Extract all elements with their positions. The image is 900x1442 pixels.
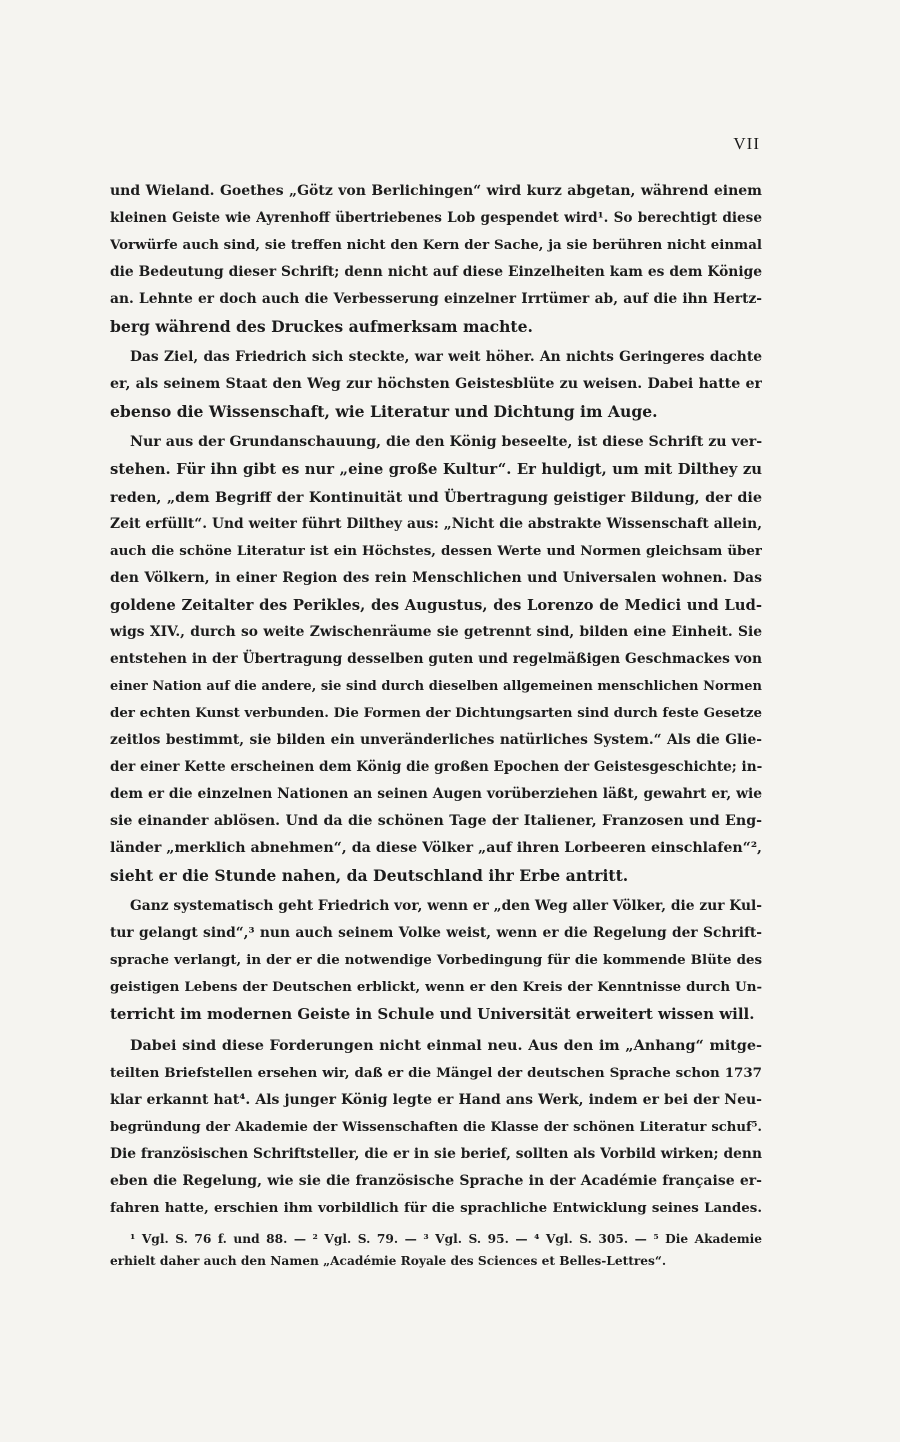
text-line: auch die schöne Literatur ist ein Höchstes, dessen Werte und Normen gleichsam über xyxy=(110,542,762,559)
text-line: Vorwürfe auch sind, sie treffen nicht den Kern der Sache, ja sie berühren nicht einmal xyxy=(110,237,762,254)
paragraph xyxy=(110,344,762,425)
text-line: sprache verlangt, in der er die notwendige Vorbedingung für die kommende Blüte des xyxy=(110,952,762,969)
paragraph xyxy=(110,178,762,340)
text-line: kleinen Geiste wie Ayrenhoff übertriebenes Lob gespendet wird¹. So berechtigt diese xyxy=(110,210,762,227)
text-line: berg während des Druckes aufmerksam machte. xyxy=(110,317,533,337)
text-line: tur gelangt sind“,³ nun auch seinem Volke weist, wenn er die Regelung der Schrift- xyxy=(110,925,762,942)
paragraph xyxy=(110,429,762,889)
paragraph xyxy=(110,893,762,1028)
text-line: die Bedeutung dieser Schrift; denn nicht auf diese Einzelheiten kam es dem Könige xyxy=(110,264,762,281)
footnote-line: erhielt daher auch den Namen „Académie Royale des Sciences et Belles-Lettres“. xyxy=(110,1253,667,1268)
text-line: an. Lehnte er doch auch die Verbesserung einzelner Irrtümer ab, auf die ihn Hertz- xyxy=(110,291,762,308)
paragraph xyxy=(110,1032,762,1221)
text-line: einer Nation auf die andere, sie sind durch dieselben allgemeinen menschlichen Normen xyxy=(110,678,762,694)
text-line: Zeit erfüllt“. Und weiter führt Dilthey aus: „Nicht die abstrakte Wissenschaft allein, xyxy=(110,515,762,532)
text-line: und Wieland. Goethes „Götz von Berlichingen“ wird kurz abgetan, während einem xyxy=(110,183,762,199)
text-line: der echten Kunst verbunden. Die Formen der Dichtungsarten sind durch feste Gesetze xyxy=(110,704,762,721)
text-line: goldene Zeitalter des Perikles, des Augustus, des Lorenzo de Medici und Lud- xyxy=(110,596,762,614)
text-line: dem er die einzelnen Nationen an seinen Augen vorüberziehen läßt, gewahrt er, wie xyxy=(110,786,762,803)
text-line: reden, „dem Begriff der Kontinuität und Übertragung geistiger Bildung, der die xyxy=(110,488,762,506)
text-line: länder „merklich abnehmen“, da diese Völker „auf ihren Lorbeeren einschlafen“², xyxy=(110,840,762,857)
text-line: sie einander ablösen. Und da die schönen Tage der Italiener, Franzosen und Eng- xyxy=(110,813,762,830)
text-line: Die französischen Schriftsteller, die er in sie berief, sollten als Vorbild wirken; denn xyxy=(110,1145,762,1162)
text-line: terricht im modernen Geiste in Schule und Universität erweitert wissen will. xyxy=(110,1005,755,1024)
text-line: entstehen in der Übertragung desselben guten und regelmäßigen Geschmackes von xyxy=(110,650,762,667)
text-line: stehen. Für ihn gibt es nur „eine große Kultur“. Er huldigt, um mit Dilthey zu xyxy=(110,461,762,479)
text-line: Ganz systematisch geht Friedrich vor, wenn er „den Weg aller Völker, die zur Kul- xyxy=(130,898,762,915)
text-line: Das Ziel, das Friedrich sich steckte, war weit höher. An nichts Geringeres dachte xyxy=(130,349,762,366)
footnotes xyxy=(110,1228,762,1272)
text-line: wigs XIV., durch so weite Zwischenräume sie getrennt sind, bilden eine Einheit. Sie xyxy=(110,623,762,640)
text-line: klar erkannt hat⁴. Als junger König legte er Hand ans Werk, indem er bei der Neu- xyxy=(110,1091,762,1108)
text-line: fahren hatte, erschien ihm vorbildlich für die sprachliche Entwicklung seines Landes. xyxy=(110,1199,762,1216)
text-line: begründung der Akademie der Wissenschaften die Klasse der schönen Literatur schuf⁵. xyxy=(110,1119,762,1135)
text-line: der einer Kette erscheinen dem König die großen Epochen der Geistesgeschichte; in- xyxy=(110,758,762,775)
text-line: eben die Regelung, wie sie die französische Sprache in der Académie française er- xyxy=(110,1172,762,1189)
text-line: sieht er die Stunde nahen, da Deutschland ihr Erbe antritt. xyxy=(110,866,629,886)
body-text xyxy=(110,178,762,1272)
footnote-line: ¹ Vgl. S. 76 f. und 88. — ² Vgl. S. 79. — ³ Vgl. S. 95. — ⁴ Vgl. S. 305. — ⁵ Die Akademie xyxy=(130,1231,762,1246)
text-line: den Völkern, in einer Region des rein Menschlichen und Universalen wohnen. Das xyxy=(110,569,762,586)
text-line: ebenso die Wissenschaft, wie Literatur und Dichtung im Auge. xyxy=(110,402,658,422)
text-line: Dabei sind diese Forderungen nicht einmal neu. Aus den im „Anhang“ mitge- xyxy=(130,1037,762,1055)
text-line: zeitlos bestimmt, sie bilden ein unveränderliches natürliches System.“ Als die Glie- xyxy=(110,731,762,748)
text-line: er, als seinem Staat den Weg zur höchsten Geistesblüte zu weisen. Dabei hatte er xyxy=(110,376,762,393)
page-number: VII xyxy=(733,134,760,153)
text-line: Nur aus der Grundanschauung, die den König beseelte, ist diese Schrift zu ver- xyxy=(130,434,762,451)
text-line: teilten Briefstellen ersehen wir, daß er die Mängel der deutschen Sprache schon 1737 xyxy=(110,1064,762,1081)
text-line: geistigen Lebens der Deutschen erblickt, wenn er den Kreis der Kenntnisse durch Un- xyxy=(110,979,762,996)
